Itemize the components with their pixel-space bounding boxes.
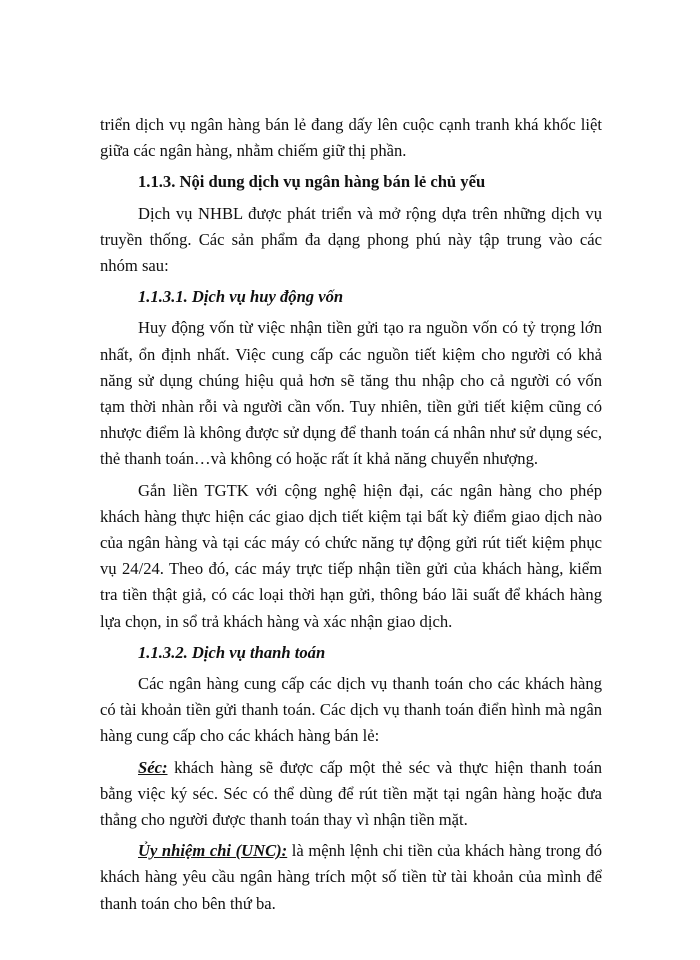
paragraph-text: Dịch vụ NHBL được phát triển và mở rộng dựa trên những dịch vụ truyền thống. Các sản phẩm đa dạng phong phú này tập trung vào các nhóm sau: (100, 203, 602, 276)
paragraph-text: Huy động vốn từ việc nhận tiền gửi tạo ra nguồn vốn có tỷ trọng lớn nhất, ổn định nhất. Việc cung cấp các nguồn tiết kiệm cho người có khả năng sử dụng chúng hiệu quả hơn sẽ tăng thu nhập cho cả người có vốn tạm thời nhàn rỗi và người cần vốn. Tuy nhiên, tiền gửi tiết kiệm cũng có nhược điểm là không được sử dụng để thanh toán cá nhân như sử dụng séc, thẻ thanh toán…và không có hoặc rất ít khả năng chuyển nhượng. (100, 318, 602, 469)
paragraph-intro-continued (100, 112, 602, 164)
heading-text: 1.1.3.1. Dịch vụ huy động vốn (138, 287, 344, 307)
term-cheque: Séc: (138, 757, 168, 777)
heading-text: 1.1.3.2. Dịch vụ thanh toán (138, 642, 326, 662)
subsection-heading-1-1-3-1 (100, 284, 602, 310)
paragraph-payment-order (100, 838, 602, 917)
paragraph-services-overview (100, 201, 602, 280)
term-payment-order: Ủy nhiệm chi (UNC): (138, 841, 288, 861)
paragraph-capital-mobilization (100, 315, 602, 472)
paragraph-text: khách hàng sẽ được cấp một thẻ séc và thực hiện thanh toán bằng việc ký séc. Séc có thể dùng để rút tiền mặt tại ngân hàng hoặc đưa thẳng cho người được thanh toán thay vì nhận tiền mặt. (100, 757, 602, 830)
paragraph-cheque (100, 755, 602, 834)
paragraph-savings-technology (100, 478, 602, 635)
paragraph-text: triển dịch vụ ngân hàng bán lẻ đang dấy lên cuộc cạnh tranh khá khốc liệt giữa các ngân hàng, nhằm chiếm giữ thị phần. (100, 115, 602, 161)
document-body (100, 112, 602, 922)
section-heading-1-1-3 (100, 169, 602, 195)
paragraph-text: là mệnh lệnh chi tiền của khách hàng trong đó khách hàng yêu cầu ngân hàng trích một số tiền từ tài khoản của mình để thanh toán cho bên thứ ba. (100, 841, 602, 913)
subsection-heading-1-1-3-2 (100, 640, 602, 666)
paragraph-text: Gắn liền TGTK với cộng nghệ hiện đại, các ngân hàng cho phép khách hàng thực hiện các giao dịch tiết kiệm tại bất kỳ điểm giao dịch nào của ngân hàng và tại các máy có chức năng tự động gửi rút tiết kiệm phục vụ 24/24. Theo đó, các máy trực tiếp nhận tiền gửi của khách hàng, kiểm tra tiền thật giả, có các loại thời hạn gửi, thông báo lãi suất để khách hàng lựa chọn, in sổ trả khách hàng và xác nhận giao dịch. (100, 480, 602, 631)
heading-text: 1.1.3. Nội dung dịch vụ ngân hàng bán lẻ chủ yếu (138, 172, 486, 192)
paragraph-text: Các ngân hàng cung cấp các dịch vụ thanh toán cho các khách hàng có tài khoản tiền gửi thanh toán. Các dịch vụ thanh toán điển hình mà ngân hàng cung cấp cho các khách hàng bán lẻ: (100, 674, 602, 746)
paragraph-payment-services (100, 671, 602, 750)
